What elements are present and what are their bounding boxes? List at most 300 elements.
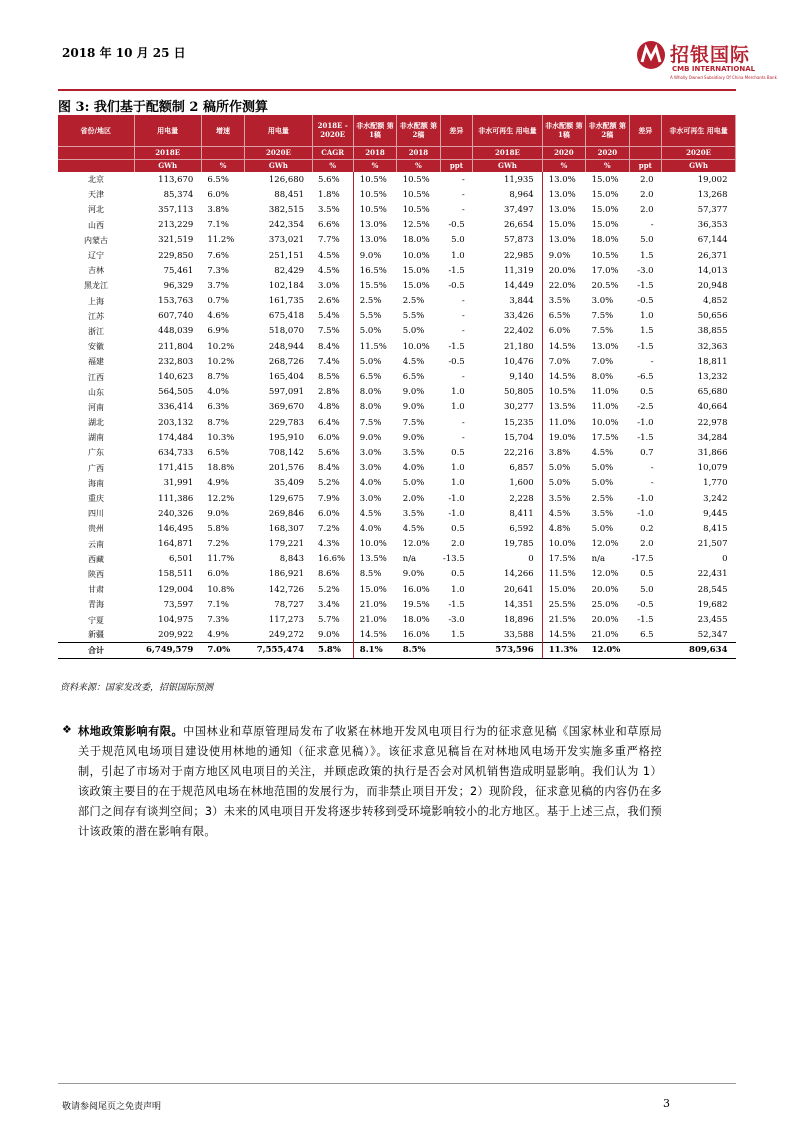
table-cell: 708,142: [268, 447, 305, 458]
table-cell: 22.0%: [542, 278, 585, 293]
table-row: [58, 628, 736, 643]
table-cell: 18,896: [503, 615, 534, 626]
province-cell: 宁夏: [88, 615, 104, 625]
table-cell: 50,656: [697, 311, 728, 322]
table-cell: 33,588: [503, 629, 534, 640]
table-cell: 12.0%: [591, 539, 619, 550]
table-cell: 1,600: [509, 478, 534, 489]
table-cell: 0.7: [640, 447, 654, 458]
table-cell: 232,803: [158, 356, 194, 367]
province-cell: 陕西: [88, 569, 104, 579]
table-cell: 3.7%: [207, 280, 229, 291]
table-cell: 52,347: [697, 629, 728, 640]
table-cell: 31,866: [697, 447, 728, 458]
table-cell: 248,944: [268, 341, 305, 352]
table-cell: 7.9%: [318, 493, 340, 504]
table-cell: 21,507: [697, 539, 728, 550]
page-number: 3: [663, 1097, 670, 1110]
table-cell: 8.0%: [353, 385, 396, 400]
table-cell: 4.6%: [207, 311, 229, 322]
table-cell: 9,445: [703, 508, 728, 519]
table-row: [58, 491, 736, 506]
table-cell: 4.5%: [353, 506, 396, 521]
table-cell: 129,675: [268, 493, 305, 504]
table-cell: 209,922: [158, 629, 194, 640]
table-cell: 3.5%: [542, 491, 585, 506]
table-cell: 9.0%: [353, 248, 396, 263]
table-cell: 1,770: [703, 478, 728, 489]
table-header-cell: %: [201, 159, 244, 172]
table-cell: 2.0: [640, 204, 654, 215]
table-cell: 10.5%: [353, 202, 396, 217]
province-cell: 浙江: [88, 326, 104, 336]
table-cell: 65,680: [697, 387, 728, 398]
table-cell: 7.6%: [207, 250, 229, 261]
table-cell: 5.0: [640, 584, 654, 595]
province-cell: 河北: [88, 205, 104, 215]
table-cell: 20,641: [503, 584, 534, 595]
quota-table: [58, 115, 736, 659]
table-cell: 4.0%: [353, 476, 396, 491]
table-row: [58, 476, 736, 491]
table-cell: 6.3%: [207, 402, 229, 413]
table-cell: 186,921: [268, 569, 305, 580]
table-cell: 25.5%: [542, 597, 585, 612]
table-cell: 5.0: [640, 235, 654, 246]
logo-cn-text: 招银国际: [670, 44, 751, 66]
table-cell: -1.5: [448, 265, 465, 276]
table-cell: 10.0%: [591, 417, 619, 428]
table-cell: 15.0%: [591, 189, 619, 200]
table-cell: 25.0%: [591, 599, 619, 610]
table-cell: 82,429: [274, 265, 305, 276]
table-cell: 5.0%: [542, 461, 585, 476]
table-row: [58, 324, 736, 339]
table-cell: -6.5: [637, 372, 654, 383]
table-cell: 10.3%: [207, 432, 235, 443]
table-header-cell: 2020: [586, 146, 629, 159]
table-cell: 18,811: [697, 356, 728, 367]
table-cell: 2.0: [451, 539, 465, 550]
table-cell: 117,273: [268, 615, 305, 626]
table-cell: 3.4%: [318, 599, 340, 610]
table-cell: 1.0: [451, 250, 465, 261]
table-cell: 18.8%: [207, 463, 235, 474]
table-cell: 22,978: [697, 417, 728, 428]
table-cell: 0: [722, 554, 728, 565]
table-cell: 251,151: [268, 250, 305, 261]
table-header-cell: 2018E - 2020E: [312, 115, 353, 146]
table-cell: 229,783: [268, 417, 305, 428]
table-cell: 7.3%: [207, 615, 229, 626]
table-cell: 9.0%: [207, 508, 229, 519]
table-cell: 6.5%: [207, 447, 229, 458]
table-cell: 518,070: [268, 326, 305, 337]
table-cell: 8.5%: [318, 372, 340, 383]
table-cell: -1.0: [637, 493, 654, 504]
table-cell: 10.5%: [402, 189, 430, 200]
table-cell: 357,113: [158, 204, 194, 215]
table-cell: 4.9%: [207, 629, 229, 640]
table-cell: 9.0%: [402, 402, 425, 413]
table-cell: 6,749,579: [134, 643, 201, 658]
table-cell: 5.0%: [591, 523, 614, 534]
table-cell: -0.5: [448, 220, 465, 231]
table-cell: -: [650, 478, 654, 489]
table-cell: 7.2%: [318, 523, 340, 534]
table-cell: 4.0%: [207, 387, 229, 398]
figure-title: 图 3: 我们基于配额制 2 稿所作测算: [58, 100, 268, 115]
table-cell: 4.8%: [542, 521, 585, 536]
table-cell: -: [650, 220, 654, 231]
province-cell: 江西: [88, 372, 104, 382]
report-date: 2018 年 10 月 25 日: [62, 46, 186, 60]
province-cell: 吉林: [88, 266, 104, 276]
table-cell: 5.8%: [312, 643, 353, 658]
table-cell: -: [650, 356, 654, 367]
table-cell: -: [461, 189, 465, 200]
province-cell: 贵州: [88, 524, 104, 534]
table-cell: 30,277: [503, 402, 534, 413]
table-cell: 13.0%: [542, 233, 585, 248]
table-cell: 10,476: [503, 356, 534, 367]
table-cell: 4.5%: [591, 447, 614, 458]
table-cell: 7.5%: [591, 326, 614, 337]
table-cell: 0.5: [640, 387, 654, 398]
table-cell: 6.0%: [318, 508, 340, 519]
table-cell: 7.0%: [591, 356, 614, 367]
table-cell: 10.5%: [353, 172, 396, 187]
province-cell: 四川: [88, 509, 104, 519]
table-cell: 240,326: [158, 508, 194, 519]
table-cell: 12.0%: [591, 569, 619, 580]
table-cell: 57,873: [503, 235, 534, 246]
table-header-cell: %: [353, 159, 396, 172]
province-cell: 辽宁: [88, 251, 104, 261]
table-cell: 7.5%: [353, 415, 396, 430]
table-cell: 10.0%: [402, 250, 430, 261]
table-cell: -1.0: [448, 508, 465, 519]
table-header-cell: 非水配额 第1稿: [542, 115, 585, 146]
table-row: [58, 172, 736, 187]
table-cell: 2.5%: [402, 296, 425, 307]
table-cell: 17.5%: [542, 552, 585, 567]
table-cell: 38,855: [697, 326, 728, 337]
table-cell: 21.0%: [353, 612, 396, 627]
table-cell: 203,132: [158, 417, 194, 428]
table-cell: -1.0: [637, 508, 654, 519]
table-cell: 7,555,474: [245, 643, 312, 658]
table-cell: 0.5: [451, 447, 465, 458]
table-cell: 50,805: [503, 387, 534, 398]
table-header-cell: 2018E: [134, 146, 201, 159]
table-cell: 5.0%: [402, 478, 425, 489]
table-cell: 13,232: [697, 372, 728, 383]
table-cell: 31,991: [163, 478, 194, 489]
table-cell: 6,857: [509, 463, 534, 474]
table-cell: 75,461: [163, 265, 194, 276]
table-cell: 7.7%: [318, 235, 340, 246]
table-cell: 8.4%: [318, 341, 340, 352]
table-cell: 15.5%: [353, 278, 396, 293]
table-cell: 18.0%: [402, 615, 430, 626]
table-cell: n/a: [591, 554, 606, 565]
table-cell: 2.8%: [318, 387, 340, 398]
table-cell: 11.0%: [591, 402, 619, 413]
table-cell: 229,850: [158, 250, 194, 261]
province-cell: 西藏: [88, 554, 104, 564]
source-note: 资料来源：国家发改委，招银国际预测: [60, 683, 214, 693]
table-cell: 8.5%: [397, 643, 440, 658]
table-cell: 15.0%: [402, 280, 430, 291]
table-cell: 6.5%: [207, 174, 229, 185]
table-cell: 78,727: [274, 599, 305, 610]
table-row: [58, 506, 736, 521]
table-cell: 21,180: [503, 341, 534, 352]
table-cell: 14.5%: [542, 369, 585, 384]
table-cell: 6.5%: [402, 372, 425, 383]
table-cell: -1.0: [637, 417, 654, 428]
table-cell: 6.0%: [207, 189, 229, 200]
table-cell: 7.0%: [201, 643, 244, 658]
table-cell: 3.0%: [353, 491, 396, 506]
table-cell: 13.0%: [542, 187, 585, 202]
table-cell: 4.5%: [318, 265, 340, 276]
table-cell: 809,634: [662, 643, 736, 658]
table-cell: 5.0: [451, 235, 465, 246]
table-cell: 32,363: [697, 341, 728, 352]
table-row: [58, 612, 736, 627]
table-cell: 8.0%: [353, 400, 396, 415]
table-cell: 4.5%: [318, 250, 340, 261]
table-row: [58, 582, 736, 597]
table-cell: -: [461, 417, 465, 428]
table-cell: 5.2%: [318, 478, 340, 489]
table-header-row-3: [58, 159, 736, 172]
table-row: [58, 278, 736, 293]
province-cell: 广东: [88, 448, 104, 458]
table-header-cell: 增速: [201, 115, 244, 146]
table-cell: -0.5: [637, 599, 654, 610]
table-cell: 373,021: [268, 235, 305, 246]
province-cell: 北京: [88, 175, 104, 185]
table-cell: 129,004: [158, 584, 194, 595]
paragraph-text: [78, 722, 662, 842]
table-cell: 18.0%: [591, 235, 619, 246]
table-cell: 142,726: [268, 584, 305, 595]
table-cell: 201,576: [268, 463, 305, 474]
table-header-cell: CAGR: [312, 146, 353, 159]
table-header-cell: 2018: [397, 146, 440, 159]
table-cell: 2.5%: [591, 493, 614, 504]
table-row: [58, 339, 736, 354]
table-row: [58, 445, 736, 460]
province-cell: 河南: [88, 402, 104, 412]
table-cell: 16.6%: [318, 554, 346, 565]
table-cell: -1.5: [448, 341, 465, 352]
province-cell: 云南: [88, 539, 104, 549]
table-cell: 4.5%: [402, 356, 425, 367]
table-cell: 0: [528, 554, 534, 565]
table-cell: 15.0%: [353, 582, 396, 597]
table-cell: 14.5%: [353, 628, 396, 643]
table-cell: 2.0: [640, 539, 654, 550]
table-cell: 3.0%: [318, 280, 340, 291]
table-cell: 102,184: [268, 280, 305, 291]
table-cell: 1.0: [451, 584, 465, 595]
table-cell: 7.1%: [207, 220, 229, 231]
table-cell: -: [461, 372, 465, 383]
table-cell: 14.5%: [542, 339, 585, 354]
table-cell: 21.5%: [542, 612, 585, 627]
table-cell: 5.6%: [318, 447, 340, 458]
table-cell: 161,735: [268, 296, 305, 307]
table-cell: 11.0%: [542, 415, 585, 430]
table-cell: 211,804: [158, 341, 194, 352]
table-cell: 4,852: [703, 296, 728, 307]
table-cell: 26,371: [697, 250, 728, 261]
table-cell: 13.5%: [542, 400, 585, 415]
table-cell: 22,402: [503, 326, 534, 337]
table-cell: 6,501: [168, 554, 194, 565]
table-cell: 9.0%: [402, 569, 425, 580]
table-cell: 1.0: [451, 478, 465, 489]
province-cell: 青海: [88, 600, 104, 610]
header-divider: [58, 89, 736, 91]
table-cell: 111,386: [158, 493, 194, 504]
table-cell: 3.8%: [542, 445, 585, 460]
table-cell: 11.5%: [542, 567, 585, 582]
table-cell: -1.5: [448, 599, 465, 610]
table-cell: 0.5: [451, 569, 465, 580]
table-cell: 35,409: [274, 478, 305, 489]
table-header-cell: [440, 146, 473, 159]
table-cell: -3.0: [448, 615, 465, 626]
table-cell: 8.4%: [318, 463, 340, 474]
table-cell: 153,763: [158, 296, 194, 307]
table-cell: 104,975: [158, 615, 194, 626]
table-cell: 9,140: [509, 372, 534, 383]
table-cell: 168,307: [268, 523, 305, 534]
table-cell: 13.5%: [353, 552, 396, 567]
table-cell: 242,354: [268, 220, 305, 231]
table-cell: 6.5: [640, 629, 654, 640]
table-cell: 146,495: [158, 523, 194, 534]
table-cell: 2.6%: [318, 296, 340, 307]
table-cell: 5.8%: [207, 523, 229, 534]
table-cell: 8.5%: [353, 567, 396, 582]
table-cell: 15.0%: [591, 204, 619, 215]
table-cell: 15,235: [503, 417, 534, 428]
table-cell: -1.5: [637, 280, 654, 291]
province-cell: 山西: [88, 220, 104, 230]
table-header-cell: [58, 159, 134, 172]
footer-disclaimer: 敬请参阅尾页之免责声明: [62, 1102, 162, 1112]
table-cell: 10.0%: [353, 537, 396, 552]
table-cell: 1.5: [640, 326, 654, 337]
table-cell: -0.5: [637, 296, 654, 307]
table-cell: 15.0%: [402, 265, 430, 276]
table-cell: 634,733: [158, 447, 194, 458]
table-cell: 3.5%: [402, 447, 425, 458]
table-header-cell: %: [312, 159, 353, 172]
table-cell: 10,079: [697, 463, 728, 474]
table-row: [58, 263, 736, 278]
table-cell: -1.5: [637, 432, 654, 443]
table-cell: 3.5%: [402, 508, 425, 519]
table-header-cell: 非水可再生 用电量: [662, 115, 736, 146]
table-cell: 1.0: [451, 402, 465, 413]
table-cell: 13,268: [697, 189, 728, 200]
table-cell: 7.5%: [318, 326, 340, 337]
table-cell: 8,843: [279, 554, 305, 565]
table-cell: [629, 643, 662, 658]
table-cell: -13.5: [442, 554, 465, 565]
logo: [636, 38, 777, 84]
table-cell: 607,740: [158, 311, 194, 322]
table-cell: 3.5%: [542, 294, 585, 309]
table-row: [58, 430, 736, 445]
table-row: [58, 461, 736, 476]
table-cell: 14,449: [503, 280, 534, 291]
table-cell: 10.2%: [207, 356, 235, 367]
table-cell: 5.5%: [353, 309, 396, 324]
table-cell: 171,415: [158, 463, 194, 474]
table-cell: 2.5%: [353, 294, 396, 309]
table-row: [58, 537, 736, 552]
diamond-bullet-icon: ❖: [62, 723, 72, 736]
province-cell: 福建: [88, 357, 104, 367]
table-cell: 26,654: [503, 220, 534, 231]
table-cell: 40,664: [697, 402, 728, 413]
table-cell: 19.5%: [402, 599, 430, 610]
table-cell: 7.5%: [402, 417, 425, 428]
table-cell: 8,411: [509, 508, 534, 519]
table-cell: 15.0%: [542, 218, 585, 233]
table-cell: 11.2%: [207, 235, 235, 246]
table-cell: 4.5%: [402, 523, 425, 534]
table-cell: -17.5: [631, 554, 654, 565]
table-cell: 10.5%: [402, 204, 430, 215]
table-row: [58, 218, 736, 233]
table-cell: 4.5%: [542, 506, 585, 521]
table-cell: 11,319: [503, 265, 534, 276]
table-row: [58, 202, 736, 217]
table-cell: 7.2%: [207, 539, 229, 550]
table-cell: 85,374: [163, 189, 194, 200]
table-cell: -0.5: [448, 356, 465, 367]
table-cell: 5.0%: [402, 326, 425, 337]
table-cell: 3,844: [509, 296, 534, 307]
table-cell: 11.7%: [207, 554, 235, 565]
table-cell: -2.5: [637, 402, 654, 413]
table-header-row-2: [58, 146, 736, 159]
table-cell: 22,216: [503, 447, 534, 458]
logo-sub-text: A Wholly Owned Subsidiary Of China Merchants Bank: [670, 75, 777, 80]
table-cell: 7.5%: [591, 311, 614, 322]
table-header-cell: ppt: [629, 159, 662, 172]
table-cell: 6.5%: [542, 309, 585, 324]
cmb-logo-icon: [636, 40, 666, 70]
table-cell: 6.4%: [318, 417, 340, 428]
table-header-cell: [58, 146, 134, 159]
table-cell: n/a: [402, 554, 417, 565]
table-cell: 9.0%: [353, 430, 396, 445]
province-cell: 安徽: [88, 342, 104, 352]
table-header-cell: 非水配额 第1稿: [353, 115, 396, 146]
table-cell: 2.0: [640, 174, 654, 185]
table-header-cell: 2020E: [662, 146, 736, 159]
